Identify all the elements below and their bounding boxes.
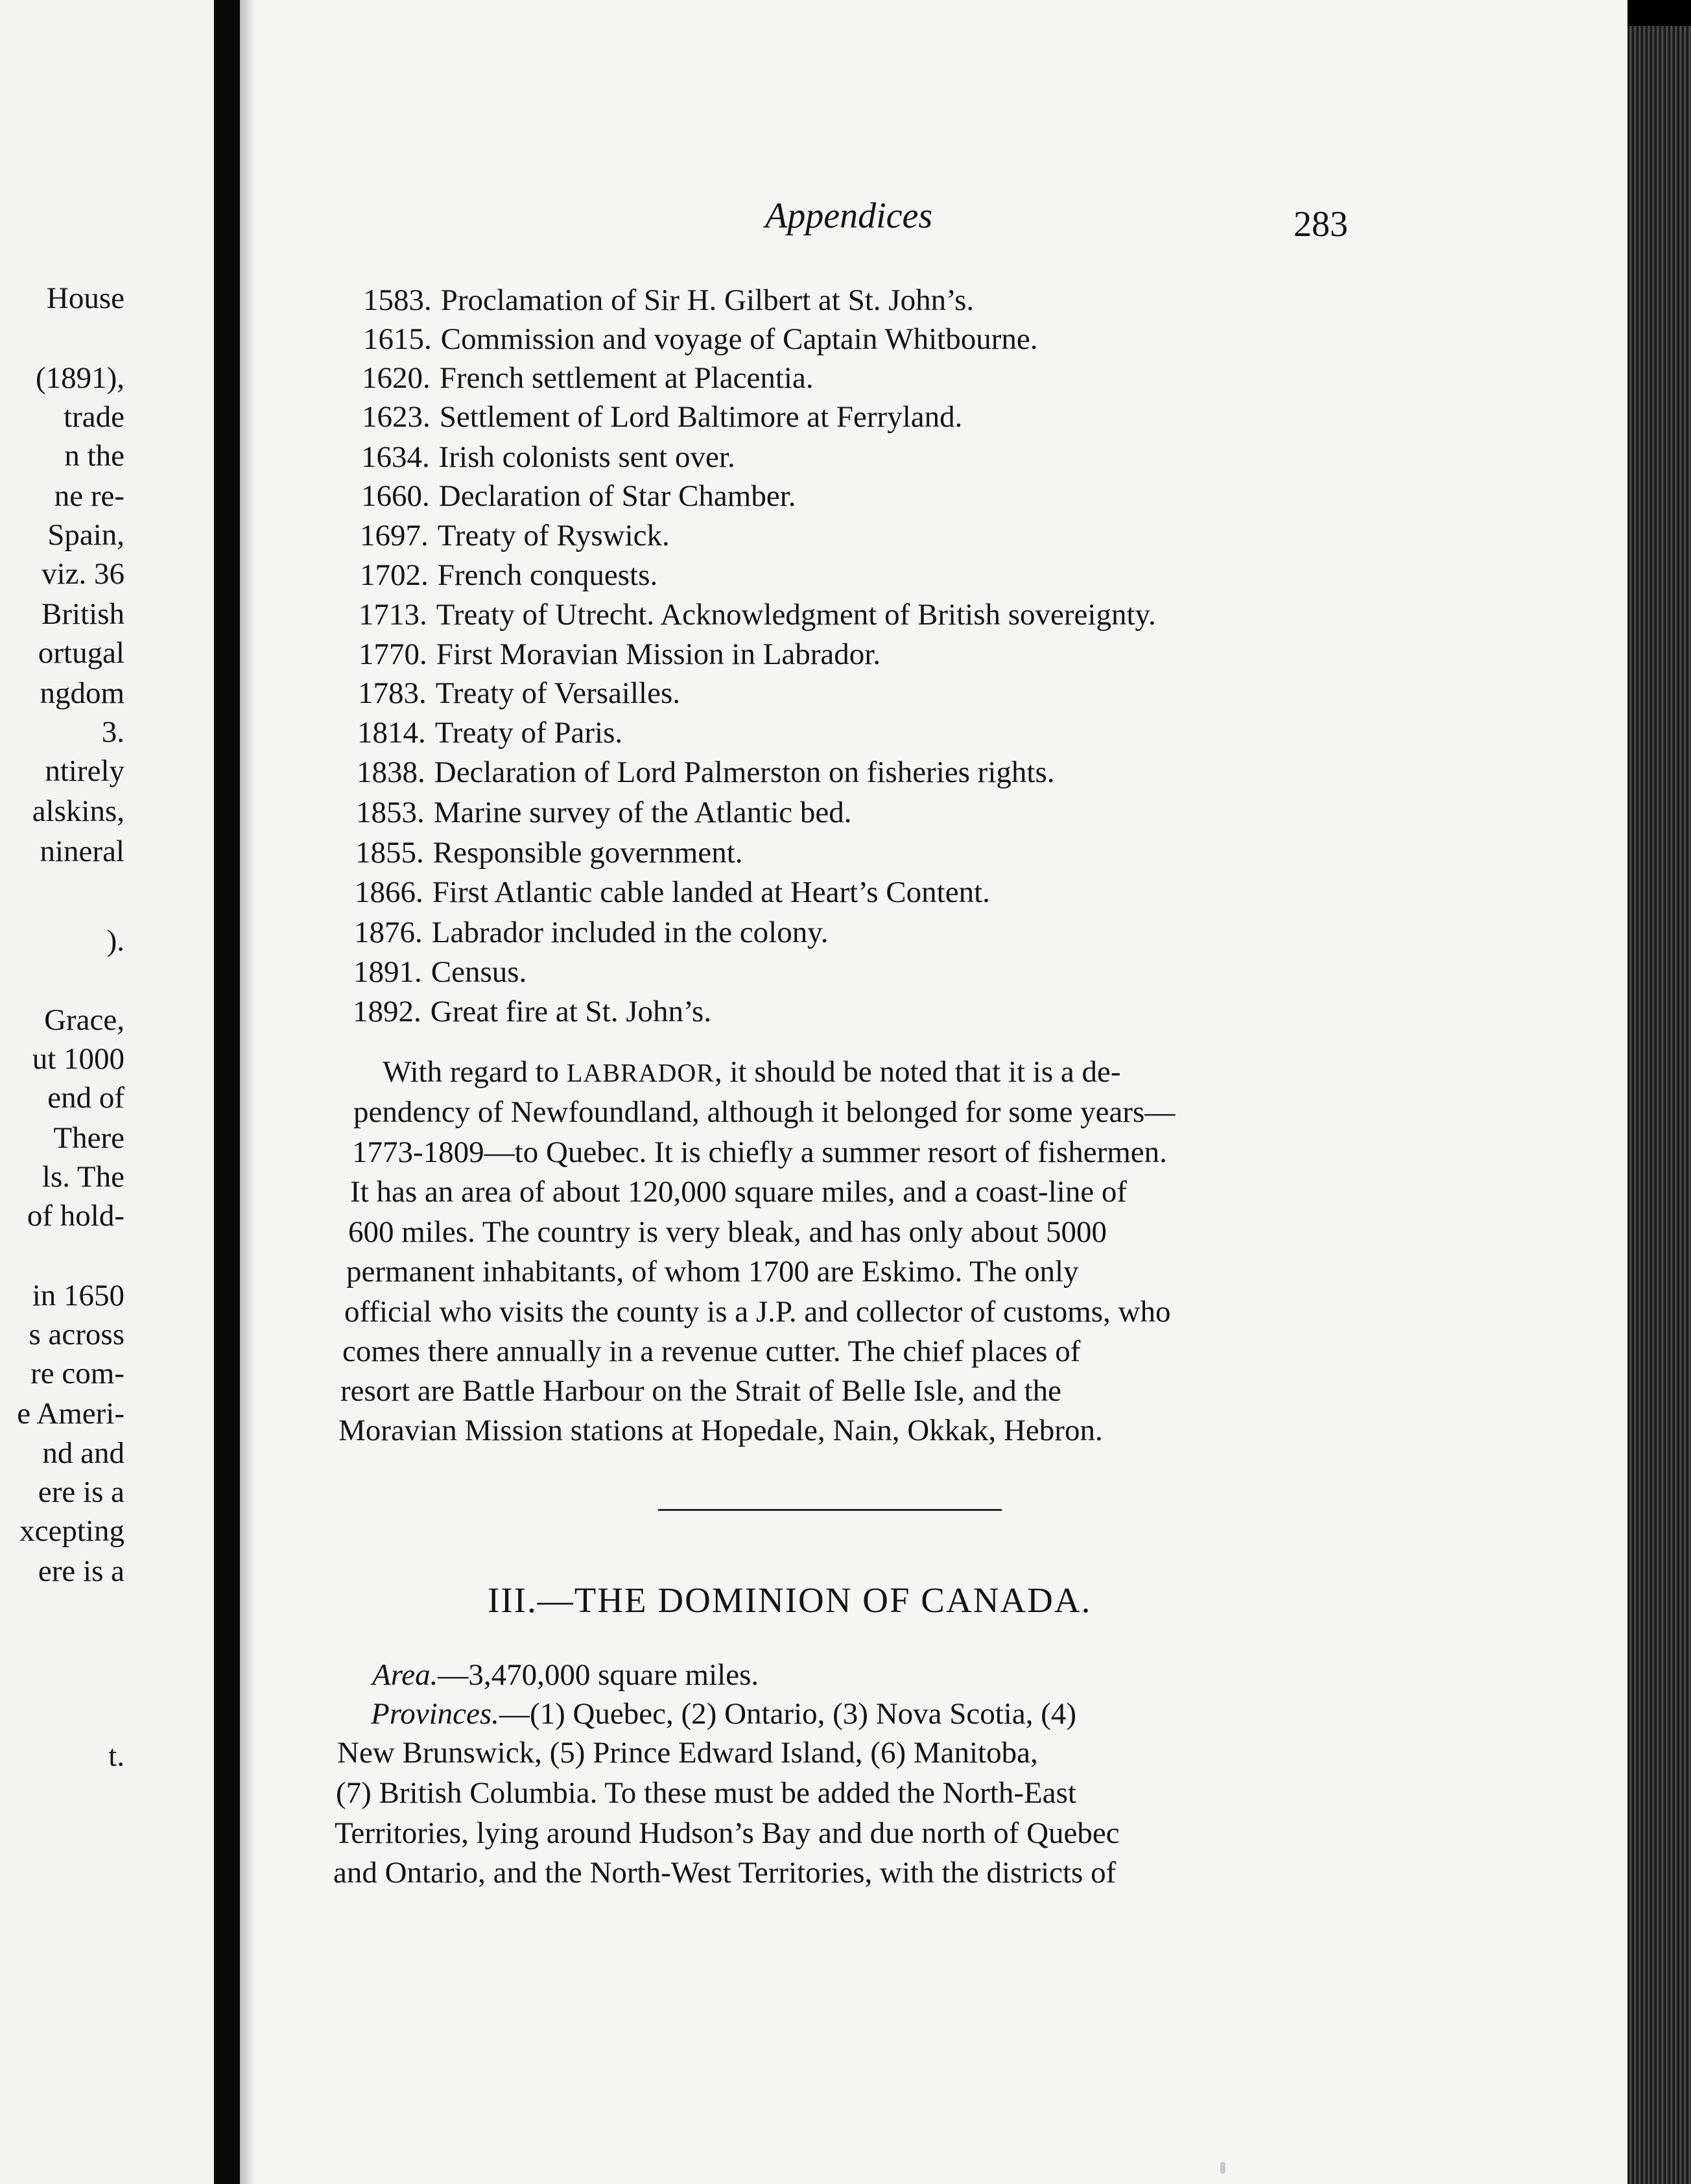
entry-year: 1583. [363, 283, 432, 317]
facing-page-line: ngdom [40, 676, 124, 710]
entry-year: 1853. [356, 796, 425, 829]
chronology-entry [355, 838, 743, 868]
section-divider [658, 1509, 1002, 1511]
entry-text: Treaty of Utrecht. Acknowledgment of British sovereignty. [436, 598, 1156, 632]
entry-year: 1615. [363, 322, 432, 356]
facing-page-line: ortugal [38, 636, 124, 670]
provinces-label: Provinces. [371, 1697, 499, 1731]
chronology-entry [357, 718, 622, 748]
entry-text: Declaration of Star Chamber. [438, 479, 796, 513]
entry-text: Commission and voyage of Captain Whitbourne. [440, 322, 1038, 356]
facing-page-line: alskins, [32, 794, 124, 828]
chronology-entry [360, 521, 670, 551]
facing-page-line: in 1650 [32, 1279, 124, 1312]
paragraph-line: Provinces.—(1) Quebec, (2) Ontario, (3) Nova Scotia, (4) [371, 1697, 1077, 1731]
paragraph-line: pendency of Newfoundland, although it belonged for some years— [353, 1095, 1176, 1129]
chronology-entry [358, 678, 680, 709]
paragraph-line: Moravian Mission stations at Hopedale, Nain, Okkak, Hebron. [338, 1414, 1103, 1447]
book-gutter [214, 0, 240, 2184]
entry-text: First Atlantic cable landed at Heart’s Content. [432, 875, 990, 909]
entry-text: Settlement of Lord Baltimore at Ferryland. [439, 400, 963, 434]
chronology-entry [353, 957, 526, 988]
facing-page-line: nd and [42, 1436, 124, 1470]
facing-page-line: Spain, [47, 518, 124, 552]
entry-text: Marine survey of the Atlantic bed. [433, 796, 852, 829]
entry-text: Census. [431, 955, 527, 989]
chronology-entry [359, 600, 1156, 630]
chronology-entry [355, 877, 990, 908]
paragraph-line: 600 miles. The country is very bleak, and has only about 5000 [348, 1215, 1107, 1249]
paragraph-line: New Brunswick, (5) Prince Edward Island, (6) Manitoba, [337, 1736, 1038, 1770]
facing-page-line: ere is a [38, 1554, 124, 1588]
chronology-entry [359, 639, 881, 670]
section-heading: III.—THE DOMINION OF CANADA. [488, 1580, 1092, 1620]
entry-text: Responsible government. [432, 836, 743, 870]
entry-year: 1892. [353, 995, 421, 1028]
entry-text: French conquests. [437, 558, 658, 592]
paragraph-line: comes there annually in a revenue cutter. The chief places of [342, 1335, 1081, 1368]
facing-page-line: e Ameri- [17, 1397, 124, 1430]
chronology-entry [363, 285, 974, 316]
entry-text: Irish colonists sent over. [438, 440, 735, 474]
facing-page-line: Grace, [44, 1003, 124, 1037]
page-edges [1627, 26, 1691, 2184]
entry-year: 1697. [360, 519, 429, 552]
entry-text: Treaty of Versailles. [435, 676, 681, 710]
entry-text: Treaty of Paris. [434, 716, 623, 750]
facing-page-line: 3. [101, 715, 124, 749]
running-header: Appendices [765, 196, 933, 236]
facing-page-line: ls. The [41, 1160, 124, 1194]
entry-year: 1634. [361, 440, 430, 474]
chronology-entry [363, 324, 1037, 355]
facing-page-line: nineral [40, 835, 124, 868]
chronology-entry [361, 481, 796, 512]
paragraph-line: (7) British Columbia. To these must be added the North-East [336, 1776, 1076, 1810]
area-label: Area. [372, 1658, 438, 1692]
chronology-entry [353, 997, 711, 1027]
entry-year: 1702. [360, 558, 429, 592]
entry-year: 1866. [355, 875, 423, 909]
chronology-entry [361, 442, 735, 473]
paragraph-line: It has an area of about 120,000 square miles, and a coast-line of [350, 1175, 1128, 1209]
facing-page-line: re com- [30, 1357, 124, 1390]
facing-page-line: House [46, 281, 124, 315]
facing-page-line: ere is a [38, 1475, 124, 1509]
scan-mark [1220, 2162, 1225, 2174]
chronology-entry [362, 363, 814, 394]
paragraph-line: With regard to LABRADOR, it should be noted that it is a de- [383, 1055, 1121, 1089]
chronology-entry [360, 560, 657, 591]
facing-page-line: British [41, 597, 124, 631]
entry-year: 1891. [353, 955, 422, 989]
chronology-entry [362, 402, 962, 433]
area-value: —3,470,000 square miles. [438, 1658, 759, 1692]
facing-page-line: viz. 36 [41, 557, 124, 591]
page-shadow [240, 0, 255, 2184]
facing-page [0, 0, 214, 2184]
facing-page-line: ). [106, 924, 124, 958]
facing-page-line: n the [64, 439, 124, 473]
facing-page-line: of hold- [27, 1199, 124, 1233]
facing-page-line: (1891), [35, 361, 124, 395]
facing-page-line: ut 1000 [32, 1042, 124, 1076]
entry-year: 1660. [361, 479, 430, 513]
entry-year: 1770. [359, 637, 427, 671]
facing-page-line: end of [47, 1081, 124, 1115]
entry-text: Labrador included in the colony. [431, 916, 829, 949]
entry-year: 1876. [354, 916, 423, 949]
entry-year: 1620. [362, 361, 431, 395]
entry-text: Declaration of Lord Palmerston on fisheries rights. [434, 755, 1055, 789]
page-number: 283 [1294, 204, 1348, 244]
area-line [372, 1660, 759, 1691]
paragraph-line: permanent inhabitants, of whom 1700 are Eskimo. The only [346, 1255, 1079, 1288]
facing-page-line: xcepting [19, 1514, 124, 1548]
facing-page-line: s across [29, 1318, 124, 1351]
facing-page-line: ntirely [45, 754, 124, 788]
facing-page-line: ne re- [54, 479, 124, 513]
entry-text: First Moravian Mission in Labrador. [436, 637, 881, 671]
facing-page-line: t. [108, 1739, 124, 1773]
entry-year: 1855. [355, 836, 424, 870]
entry-year: 1623. [362, 400, 431, 434]
paragraph-line: Territories, lying around Hudson’s Bay and due north of Quebec [335, 1816, 1120, 1850]
entry-year: 1713. [359, 598, 427, 632]
entry-text: Great fire at St. John’s. [430, 995, 712, 1028]
labrador-keyword: LABRADOR [566, 1058, 715, 1087]
paragraph-line: official who visits the county is a J.P. and collector of customs, who [344, 1295, 1171, 1329]
entry-year: 1838. [357, 755, 425, 789]
entry-year: 1783. [358, 676, 427, 710]
paragraph-line: resort are Battle Harbour on the Strait of Belle Isle, and the [340, 1374, 1061, 1408]
paragraph-line: 1773-1809—to Quebec. It is chiefly a summer resort of fishermen. [352, 1135, 1167, 1169]
entry-text: Treaty of Ryswick. [437, 519, 670, 552]
facing-page-line: There [53, 1121, 124, 1155]
chronology-entry [357, 757, 1054, 788]
entry-text: French settlement at Placentia. [439, 361, 814, 395]
chronology-entry [354, 918, 828, 948]
paragraph-line: and Ontario, and the North-West Territories, with the districts of [333, 1856, 1117, 1890]
entry-text: Proclamation of Sir H. Gilbert at St. John’s. [440, 283, 975, 317]
entry-year: 1814. [357, 716, 426, 750]
facing-page-line: trade [64, 400, 124, 434]
chronology-entry [356, 798, 852, 828]
